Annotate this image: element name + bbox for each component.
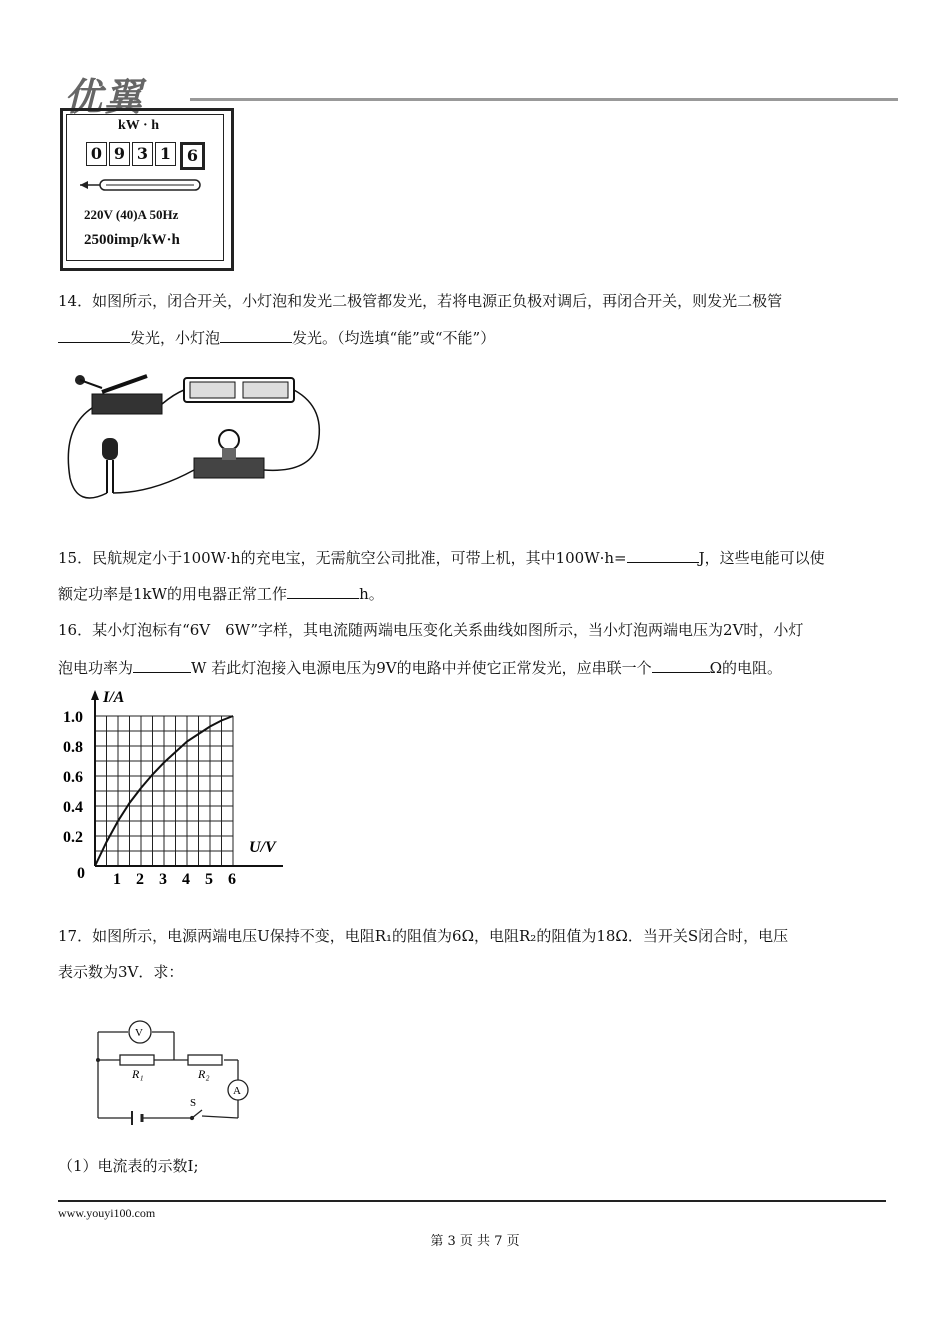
page-number: 第 3 页 共 7 页	[430, 1234, 520, 1249]
q15-text-c: 额定功率是1kW的用电器正常工作	[58, 585, 288, 603]
q14-text-b: 发光。（均选填“能”或“不能”）	[292, 329, 496, 347]
r1-label: R₁	[132, 1067, 144, 1081]
meter-constant: 2500imp/kW·h	[84, 232, 180, 248]
voltmeter-label: V	[135, 1027, 143, 1039]
answer-blank[interactable]	[652, 656, 710, 673]
x-tick-label: 3	[159, 871, 167, 888]
x-tick-label: 1	[113, 871, 121, 888]
q17-sub1: （1）电流表的示数I;	[58, 1157, 199, 1175]
q14-circuit-figure	[62, 368, 332, 528]
y-tick-label: 0.2	[63, 829, 83, 846]
meter-digit: 0	[86, 142, 107, 166]
q16-text-c: Ω的电阻。	[709, 659, 783, 677]
q14-text-a: 发光，小灯泡	[130, 329, 221, 347]
q15-text-a: 15．民航规定小于100W·h的充电宝，无需航空公司批准，可带上机，其中100W·h=	[58, 549, 627, 567]
r2-label: R₂	[198, 1067, 210, 1081]
x-tick-label: 2	[136, 871, 144, 888]
y-tick-label: 0.6	[63, 769, 83, 786]
meter-digit-decimal: 6	[180, 142, 205, 170]
q17-circuit-figure	[90, 1018, 260, 1128]
q15-text-d: h。	[359, 585, 384, 603]
q15-line2	[58, 576, 894, 612]
iu-chart	[55, 688, 295, 888]
brand-logo: 优翼	[64, 75, 145, 119]
y-tick-label: 0.8	[63, 739, 83, 756]
q14-line1: 14．如图所示，闭合开关，小灯泡和发光二极管都发光，若将电源正负极对调后，再闭合开关，则发光二极管	[58, 292, 783, 310]
footer-url: www.youyi100.com	[58, 1206, 156, 1220]
origin-label: 0	[77, 865, 85, 882]
q17-line1: 17．如图所示，电源两端电压U保持不变，电阻R₁的阻值为6Ω，电阻R₂的阻值为18Ω．当开关S闭合时，电压	[58, 927, 789, 945]
y-axis-label: I/A	[103, 689, 125, 706]
meter-rating: 220V (40)A 50Hz	[84, 207, 179, 222]
y-axis-arrow	[91, 690, 99, 700]
y-tick-label: 0.4	[63, 799, 83, 816]
answer-blank[interactable]	[287, 582, 359, 599]
answer-blank[interactable]	[627, 546, 699, 563]
q14-line2	[58, 320, 894, 356]
switch-label: S	[190, 1097, 197, 1109]
q15-text-b: J，这些电能可以使	[698, 549, 825, 567]
q15-line1	[58, 540, 894, 576]
answer-blank[interactable]	[58, 326, 130, 343]
x-tick-label: 5	[205, 871, 213, 888]
footer-rule	[58, 1200, 886, 1202]
meter-unit: kW · h	[118, 118, 159, 133]
meter-digit: 9	[109, 142, 130, 166]
y-tick-label: 1.0	[63, 709, 83, 726]
x-tick-label: 6	[228, 871, 236, 888]
q16-text-b: W 若此灯泡接入电源电压为9V的电路中并使它正常发光，应串联一个	[191, 659, 652, 677]
q16-line1: 16．某小灯泡标有“6V 6W”字样，其电流随两端电压变化关系曲线如图所示，当小灯泡两端电压为2V时，小灯	[58, 621, 804, 639]
meter-digit: 3	[132, 142, 153, 166]
x-tick-label: 4	[182, 871, 190, 888]
x-axis-label: U/V	[249, 839, 276, 856]
answer-blank[interactable]	[220, 326, 292, 343]
header-rule	[190, 98, 898, 101]
q17-line2: 表示数为3V．求：	[58, 963, 184, 981]
q16-text-a: 泡电功率为	[58, 659, 134, 677]
meter-digit: 1	[155, 142, 176, 166]
answer-blank[interactable]	[133, 656, 191, 673]
ammeter-label: A	[233, 1085, 241, 1097]
meter-disc-window	[78, 174, 208, 196]
q16-line2	[58, 650, 894, 686]
